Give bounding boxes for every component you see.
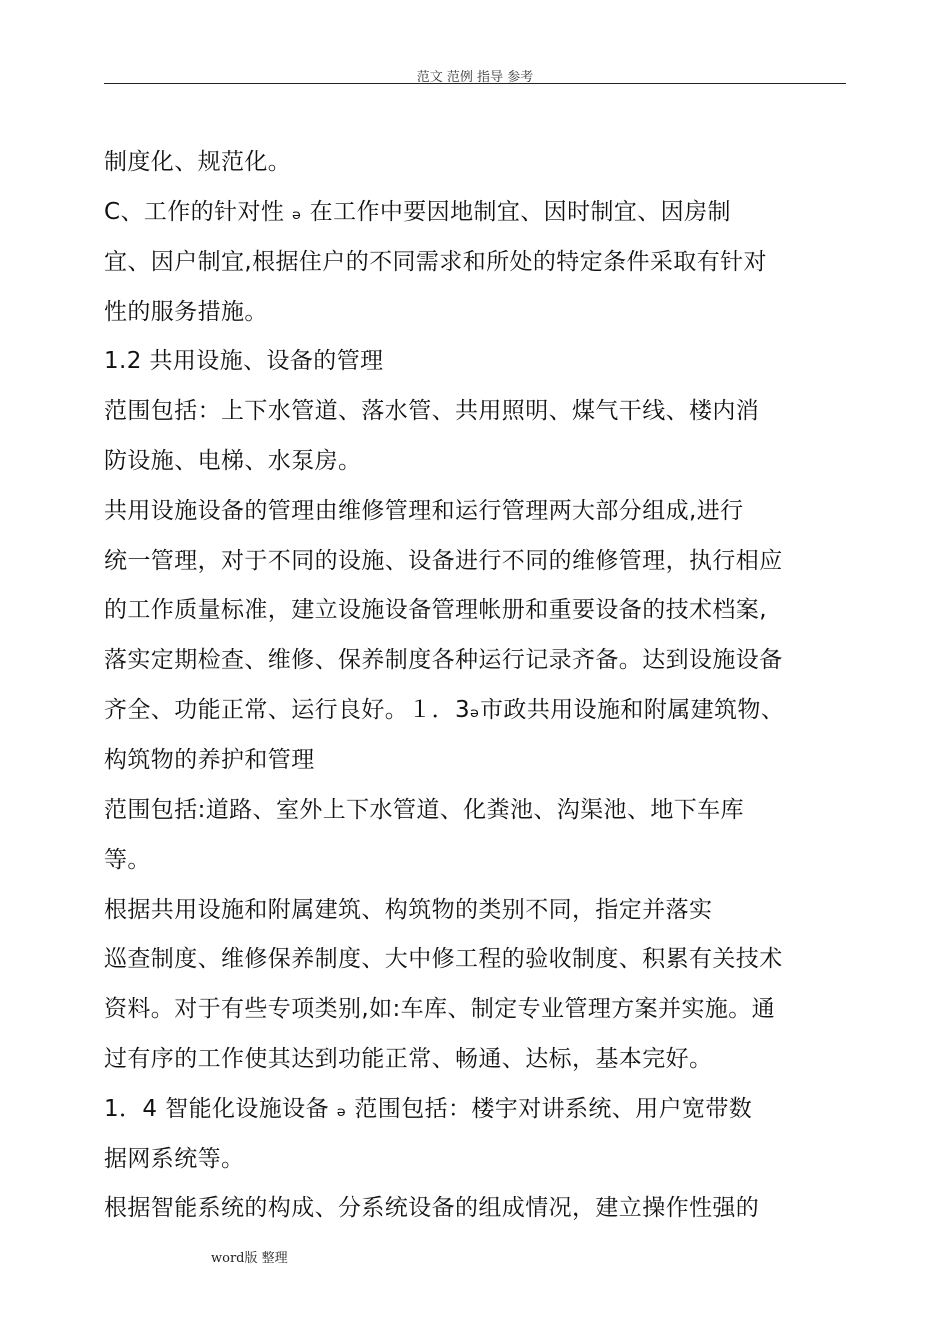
body-line: 范围包括:道路、室外上下水管道、化粪池、沟渠池、地下车库 (104, 797, 744, 823)
header-divider (104, 83, 846, 84)
body-line: 构筑物的养护和管理 (104, 747, 315, 773)
page-footer: word版 整理 (211, 1251, 288, 1266)
body-line: 防设施、电梯、水泵房。 (104, 448, 362, 474)
body-line: 巡查制度、维修保养制度、大中修工程的验收制度、积累有关技术 (104, 946, 783, 972)
body-line: 根据共用设施和附属建筑、构筑物的类别不同，指定并落实 (104, 897, 713, 923)
body-line: 据网系统等。 (104, 1146, 245, 1172)
body-line: 共用设施设备的管理由维修管理和运行管理两大部分组成,进行 (104, 498, 744, 524)
body-line: 性的服务措施。 (104, 299, 268, 325)
body-line: 范围包括：上下水管道、落水管、共用照明、煤气干线、楼内消 (104, 398, 760, 424)
page-header: 范文 范例 指导 参考 (416, 70, 534, 85)
body-line: C、工作的针对性 ﻿ₔ 在工作中要因地制宜、因时制宜、因房制 (104, 199, 731, 225)
body-line: 统一管理，对于不同的设施、设备进行不同的维修管理，执行相应 (104, 548, 783, 574)
section-heading: 1.2 共用设施、设备的管理 (104, 348, 384, 374)
body-line: 1．4 智能化设施设备 ₔ 范围包括：楼宇对讲系统、用户宽带数 (104, 1096, 753, 1122)
body-line: 资料。对于有些专项类别,如:车库、制定专业管理方案并实施。通 (104, 996, 776, 1022)
body-line: 落实定期检查、维修、保养制度各种运行记录齐备。达到设施设备 (104, 647, 783, 673)
body-line: 制度化、规范化。 (104, 149, 292, 175)
body-line: 等。 (104, 847, 151, 873)
body-line: 的工作质量标准，建立设施设备管理帐册和重要设备的技术档案, (104, 597, 767, 623)
body-line: 根据智能系统的构成、分系统设备的组成情况，建立操作性强的 (104, 1195, 760, 1221)
body-line: 齐全、功能正常、运行良好。１．3ₔ市政共用设施和附属建筑物、 (104, 697, 785, 723)
body-line: 过有序的工作使其达到功能正常、畅通、达标，基本完好。 (104, 1046, 713, 1072)
body-line: 宜、因户制宜,根据住户的不同需求和所处的特定条件采取有针对 (104, 249, 767, 275)
